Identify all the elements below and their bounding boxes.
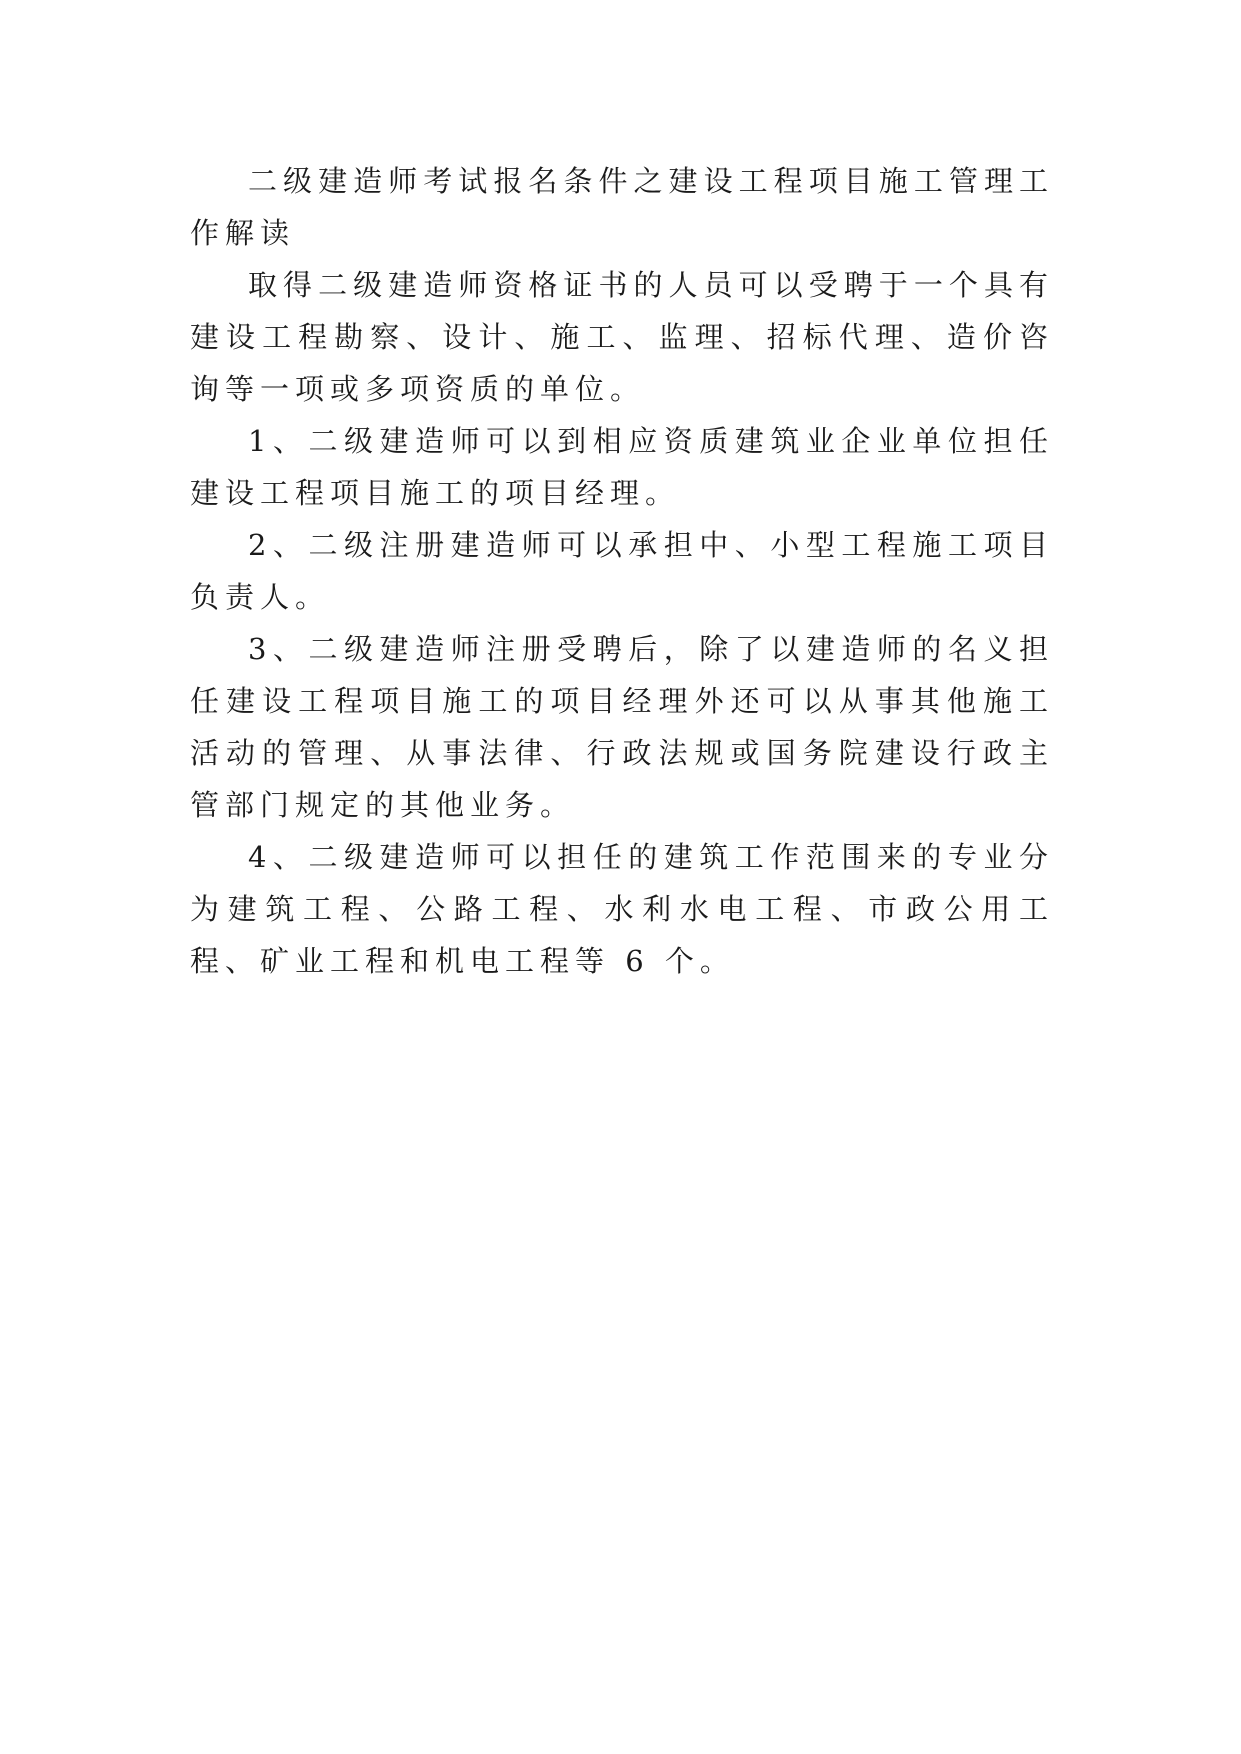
- paragraph-item-4: 4、二级建造师可以担任的建筑工作范围来的专业分为建筑工程、公路工程、水利水电工程、市政公用工程、矿业工程和机电工程等 6 个。: [190, 840, 1054, 978]
- paragraph-item-2: 2、二级注册建造师可以承担中、小型工程施工项目负责人。: [190, 528, 1054, 614]
- paragraph-item-1: 1、二级建造师可以到相应资质建筑业企业单位担任建设工程项目施工的项目经理。: [190, 424, 1054, 510]
- document-title: 二级建造师考试报名条件之建设工程项目施工管理工作解读: [190, 164, 1054, 250]
- paragraph-intro: 取得二级建造师资格证书的人员可以受聘于一个具有建设工程勘察、设计、施工、监理、招标代理、造价咨询等一项或多项资质的单位。: [190, 268, 1054, 406]
- document-body: [190, 155, 1054, 987]
- paragraph-item-3: 3、二级建造师注册受聘后，除了以建造师的名义担任建设工程项目施工的项目经理外还可以从事其他施工活动的管理、从事法律、行政法规或国务院建设行政主管部门规定的其他业务。: [190, 632, 1054, 822]
